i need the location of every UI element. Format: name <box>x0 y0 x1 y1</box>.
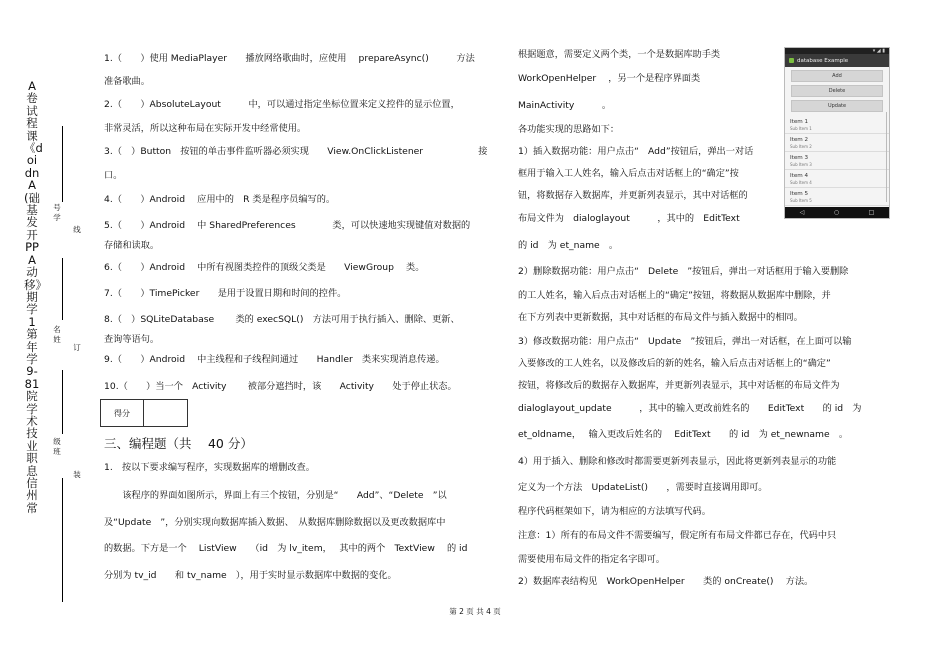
home-icon[interactable]: ○ <box>833 209 840 216</box>
right-line-23: 2）数据库表结构见 WorkOpenHelper 类的 onCreate() 方法。 <box>518 576 814 587</box>
judgement-line-7: 4.（ ）Android 应用中的 R 类是程序员编写的。 <box>104 194 336 205</box>
binding-line-3 <box>62 370 63 434</box>
judgement-line-3: 2.（ ）AbsoluteLayout 中，可以通过指定坐标位置来定义控件的显示位置， <box>104 99 460 110</box>
judgement-line-11: 7.（ ）TimePicker 是用于设置日期和时间的控件。 <box>104 288 347 299</box>
judgement-line-13: 查询等语句。 <box>104 334 160 345</box>
phone-update-button[interactable]: Update <box>791 100 883 112</box>
judgement-line-10: 6.（ ）Android 中所有视图类控件的顶级父类是 ViewGroup 类。 <box>104 262 425 273</box>
judgement-line-12: 8.（ ）SQLiteDatabase 类的 execSQL() 方法可用于执行插入、删除、更新、 <box>104 314 460 325</box>
right-line-6: 框用于输入工人姓名，输入后点击对话框上的“确定”按 <box>518 168 739 179</box>
score-value-cell <box>144 400 187 426</box>
phone-add-button[interactable]: Add <box>791 70 883 82</box>
binding-label-student-id: 号学 <box>53 203 61 222</box>
right-line-10: 2）删除数据功能：用户点击“ Delete ”按钮后，弹出一对话框用于输入要删除 <box>518 266 849 277</box>
question-paragraph-line-2: 及“Update ”，分别实现向数据库插入数据、 从数据库删除数据以及更改数据库中 <box>104 517 446 528</box>
section-title: 三、编程题（共 40 分） <box>104 436 253 451</box>
recents-icon[interactable]: □ <box>868 209 875 216</box>
score-label: 得分 <box>101 400 144 426</box>
list-item-title: Item 1 <box>790 119 809 125</box>
list-item-title: Item 4 <box>790 173 809 179</box>
list-item-subtitle: Sub Item 5 <box>790 198 812 203</box>
right-line-11: 的工人姓名，输入后点击对话框上的“确定”按钮，将数据从数据库中删除，并 <box>518 290 831 301</box>
list-item-subtitle: Sub Item 2 <box>790 144 812 149</box>
binding-line-2 <box>62 258 63 320</box>
phone-delete-button[interactable]: Delete <box>791 85 883 97</box>
phone-status-bar <box>785 48 889 54</box>
binding-label-staple: 装 <box>73 470 81 479</box>
phone-status-icons: ▾ ◢ ▮ <box>872 48 885 54</box>
right-line-9: 的 id 为 et_name 。 <box>518 240 619 251</box>
list-item-title: Item 5 <box>790 191 809 197</box>
right-line-5: 1）插入数据功能：用户点击“ Add”按钮后，弹出一对话 <box>518 146 754 157</box>
phone-nav-bar <box>785 207 889 218</box>
right-line-2: WorkOpenHelper ，另一个是程序界面类 <box>518 73 701 84</box>
right-line-21: 注意：1）所有的布局文件不需要编写，假定所有布局文件都已存在，代码中只 <box>518 530 837 541</box>
binding-label-line: 线 <box>73 225 81 234</box>
list-item[interactable] <box>785 152 889 170</box>
question-paragraph-line-1: 该程序的界面如图所示，界面上有三个按钮，分别是“ Add”、“Delete ”以 <box>104 490 447 501</box>
list-item-title: Item 2 <box>790 137 809 143</box>
list-item-subtitle: Sub Item 4 <box>790 180 812 185</box>
right-line-20: 程序代码框架如下，请为相应的方法填写代码。 <box>518 506 711 517</box>
list-item[interactable] <box>785 116 889 134</box>
binding-label-class: 级班 <box>53 437 61 456</box>
list-item[interactable] <box>785 170 889 188</box>
right-line-17: et_oldname， 输入更改后姓名的 EditText 的 id 为 et_newname 。 <box>518 429 849 440</box>
right-line-22: 需要使用布局文件的指定名字即可。 <box>518 554 665 565</box>
question-paragraph-line-4: 分别为 tv_id 和 tv_name ），用于实时显示数据库中数据的变化。 <box>104 570 397 581</box>
binding-label-bind: 订 <box>73 343 81 352</box>
phone-list-view[interactable] <box>785 116 889 206</box>
judgement-line-1: 1.（ ）使用 MediaPlayer 播放网络歌曲时，应使用 prepareAsync() 方法 <box>104 53 475 64</box>
judgement-line-5: 3.（ ）Button 按钮的单击事件监听器必须实现 View.OnClickListener 接 <box>104 146 488 157</box>
right-line-8: 布局文件为 dialoglayout ，其中的 EditText <box>518 213 740 224</box>
phone-scrollbar[interactable] <box>886 112 887 202</box>
right-line-3: MainActivity 。 <box>518 100 612 111</box>
list-item[interactable] <box>785 188 889 206</box>
right-line-1: 根据题意，需要定义两个类，一个是数据库助手类 <box>518 49 721 60</box>
judgement-line-4: 非常灵活，所以这种布局在实际开发中经常使用。 <box>104 123 307 134</box>
page-footer: 第 2 页 共 4 页 <box>449 607 501 616</box>
question-1-title: 1. 按以下要求编写程序，实现数据库的增删改查。 <box>104 462 315 473</box>
list-item-subtitle: Sub Item 1 <box>790 126 812 131</box>
right-line-12: 在下方列表中更新数据，其中对话框的布局文件与插入数据中的相同。 <box>518 312 803 323</box>
question-paragraph-line-3: 的数据。下方是一个 ListView （id 为 lv_item， 其中的两个 TextView 的 id <box>104 543 468 554</box>
back-icon[interactable]: ◁ <box>799 209 805 216</box>
judgement-line-8: 5.（ ）Android 中 SharedPreferences 类，可以快速地实现键值对数据的 <box>104 220 471 231</box>
judgement-line-9: 存储和读取。 <box>104 240 160 251</box>
judgement-line-14: 9.（ ）Android 中主线程和子线程间通过 Handler 类来实现消息传递。 <box>104 354 445 365</box>
phone-app-bar <box>785 54 889 67</box>
right-line-14: 入要修改的工人姓名，以及修改后的新的姓名，输入后点击对话框上的“确定” <box>518 358 831 369</box>
app-logo-icon <box>789 58 794 63</box>
right-line-18: 4）用于插入、删除和修改时都需要更新列表显示，因此将更新列表显示的功能 <box>518 456 837 467</box>
right-line-7: 钮，将数据存入数据库，并更新列表显示，其中对话框的 <box>518 190 748 201</box>
list-item-subtitle: Sub Item 3 <box>790 162 812 167</box>
exam-vertical-title: A卷试程课《doidnA(础基发开PPA动移》期学1第年学9-81院学术技业职息信州常 <box>24 79 47 515</box>
list-item-title: Item 3 <box>790 155 809 161</box>
judgement-line-15: 10.（ ）当一个 Activity 被部分遮挡时，该 Activity 处于停止状态。 <box>104 381 457 392</box>
right-line-4: 各功能实现的思路如下： <box>518 124 620 135</box>
right-line-13: 3）修改数据功能：用户点击“ Update ”按钮后，弹出一对话框，在上面可以输 <box>518 336 852 347</box>
judgement-line-6: 口。 <box>104 170 123 181</box>
list-item[interactable] <box>785 134 889 152</box>
right-line-15: 按钮，将修改后的数据存入数据库，并更新列表显示，其中对话框的布局文件为 <box>518 380 840 391</box>
phone-screenshot <box>784 47 890 219</box>
binding-line-4 <box>62 478 63 602</box>
right-line-16: dialoglayout_update ，其中的输入更改前姓名的 EditText 的 id 为 <box>518 403 862 414</box>
binding-line-1 <box>62 126 63 202</box>
phone-app-title: database Example <box>797 57 849 64</box>
score-box <box>100 399 188 427</box>
judgement-line-2: 准备歌曲。 <box>104 76 150 87</box>
right-line-19: 定义为一个方法 UpdateList() ，需要时直接调用即可。 <box>518 482 768 493</box>
binding-label-name: 名姓 <box>53 325 61 344</box>
